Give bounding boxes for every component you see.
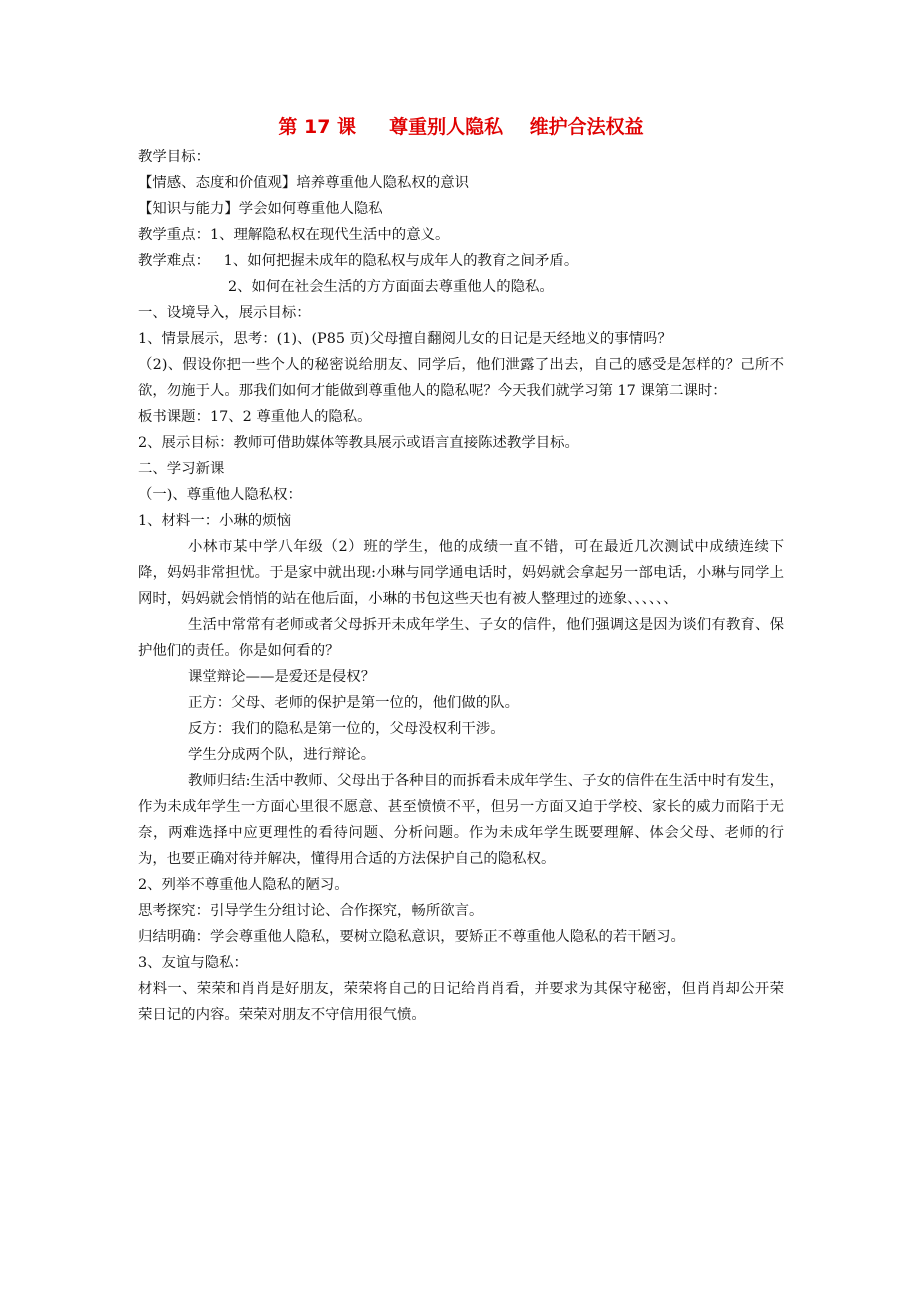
debate-topic: 课堂辩论——是爱还是侵权？ bbox=[188, 669, 376, 685]
goal-emotion: 【情感、态度和价值观】培养尊重他人隐私权的意识 bbox=[138, 175, 469, 191]
debate-teams: 学生分成两个队，进行辩论。 bbox=[188, 747, 376, 763]
document-page bbox=[138, 112, 784, 1028]
lesson-title: 第 17 课 尊重别人隐私 维护合法权益 bbox=[278, 116, 644, 138]
scenario-question-2: （2)、假设你把一些个人的秘密说给朋友、同学后，他们泄露了出去，自己的感受是怎样的？己所不欲，勿施于人。那我们如何才能做到尊重他人的隐私呢？今天我们就学习第 17 课第二课时： bbox=[138, 357, 784, 399]
goal-knowledge: 【知识与能力】学会如何尊重他人隐私 bbox=[138, 201, 383, 217]
think-explore: 思考探究：引导学生分组讨论、合作探究，畅所欲言。 bbox=[138, 903, 484, 919]
debate-pro: 正方：父母、老师的保护是第一位的，他们做的队。 bbox=[188, 695, 519, 711]
section-one-heading: 一、设境导入，展示目标： bbox=[138, 305, 311, 321]
teaching-goals-heading: 教学目标： bbox=[138, 149, 210, 165]
friendship-material: 材料一、荣荣和肖肖是好朋友，荣荣将自己的日记给肖肖看，并要求为其保守秘密，但肖肖却公开荣荣日记的内容。荣荣对朋友不守信用很气愤。 bbox=[138, 981, 784, 1023]
scenario-question-1: 1、情景展示，思考：(1)、(P85 页)父母擅自翻阅儿女的日记是天经地义的事情吗？ bbox=[138, 331, 672, 347]
subsection-privacy: （一)、尊重他人隐私权： bbox=[138, 487, 302, 503]
section-two-heading: 二、学习新课 bbox=[138, 461, 225, 477]
key-point: 教学重点：1、理解隐私权在现代生活中的意义。 bbox=[138, 227, 450, 243]
difficulty-1: 教学难点： 1、如何把握未成年的隐私权与成年人的教育之间矛盾。 bbox=[138, 253, 579, 269]
material-one-title: 1、材料一：小琳的烦恼 bbox=[138, 513, 292, 529]
teacher-summary: 教师归结:生活中教师、父母出于各种目的而拆看未成年学生、子女的信件在生活中时有发生，作为未成年学生一方面心里很不愿意、甚至愤愤不平，但另一方面又迫于学校、家长的威力而陷于无奈，两难选择中应更理性的看待问题、分析问题。作为未成年学生既要理解、体会父母、老师的行为，也要正确对待并解决，懂得用合适的方法保护自己的隐私权。 bbox=[138, 773, 784, 867]
friendship-privacy-heading: 3、友谊与隐私： bbox=[138, 955, 248, 971]
material-one-body: 小林市某中学八年级（2）班的学生，他的成绩一直不错，可在最近几次测试中成绩连续下降，妈妈非常担忧。于是家中就出现:小琳与同学通电话时，妈妈就会拿起另一部电话，小琳与同学上网时，妈妈就会悄悄的站在他后面，小琳的书包这些天也有被人整理过的迹象、、、、、、 bbox=[138, 539, 784, 607]
board-topic: 板书课题：17、2 尊重他人的隐私。 bbox=[138, 409, 372, 425]
debate-con: 反方：我们的隐私是第一位的，父母没权利干涉。 bbox=[188, 721, 505, 737]
letters-paragraph: 生活中常常有老师或者父母拆开未成年学生、子女的信件，他们强调这是因为谈们有教育、保护他们的责任。你是如何看的？ bbox=[138, 617, 784, 659]
bad-habits-item: 2、列举不尊重他人隐私的陋习。 bbox=[138, 877, 349, 893]
conclusion: 归结明确：学会尊重他人隐私，要树立隐私意识，要矫正不尊重他人隐私的若干陋习。 bbox=[138, 929, 685, 945]
difficulty-2: 2、如何在社会生活的方方面面去尊重他人的隐私。 bbox=[228, 279, 554, 295]
show-goals: 2、展示目标：教师可借助媒体等教具展示或语言直接陈述教学目标。 bbox=[138, 435, 579, 451]
